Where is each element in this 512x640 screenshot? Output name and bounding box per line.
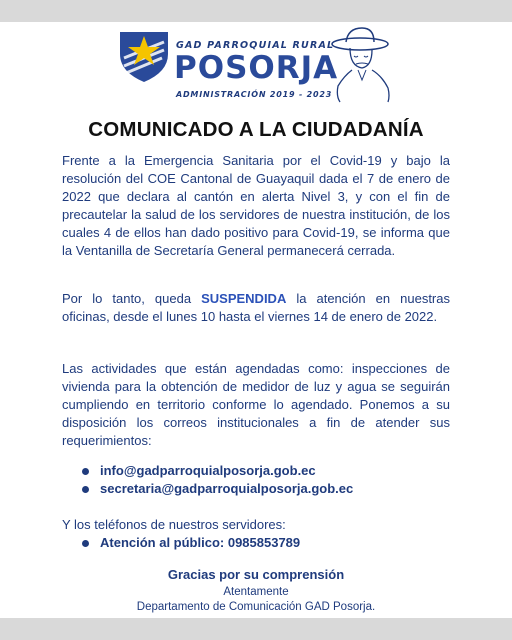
thanks-line: Gracias por su comprensión [167,567,345,582]
department-signature: Departamento de Comunicación GAD Posorja. [136,601,376,613]
email-item[interactable]: secretaria@gadparroquialposorja.gob.ec [80,480,353,498]
phone-item[interactable]: Atención al público: 0985853789 [80,534,300,552]
hat-man-sketch-icon [330,24,394,104]
org-name: POSORJA [174,50,339,86]
star-badge-icon [118,28,170,84]
paragraph-emergency: Frente a la Emergencia Sanitaria por el Covid-19 y bajo la resolución del COE Cantonal de Guayaquil dada el 7 de enero de 2022 que declara al cantón en alerta Nivel 3, y con el fin de precautelar la salud de los servidores de nuestra institución, de los cuales 4 de ellos han dado positivo para Covid-19, se informa que la Ventanilla de Secretaría General permanecerá cerrada. [62,153,450,258]
suspended-emphasis: SUSPENDIDA [201,291,287,306]
paragraph-suspension-lead: Por lo tanto, queda [62,291,202,306]
email-list [80,462,353,498]
phones-intro: Y los teléfonos de nuestros servidores: [62,517,286,532]
regards-line: Atentamente [223,586,289,598]
communique-page [0,22,512,618]
paragraph-suspension [62,290,450,326]
header-logo [0,22,512,112]
phone-list [80,534,300,552]
paragraph-activities: Las actividades que están agendadas como: inspecciones de vivienda para la obtención de medidor de luz y agua se seguirán cumpliendo en territorio conforme lo agendado. Ponemos a su disposición los correos institucionales a fin de atender sus requerimientos: [62,361,450,448]
org-type-label: GAD PARROQUIAL RURAL [176,40,335,51]
email-item[interactable]: info@gadparroquialposorja.gob.ec [80,462,353,480]
page-title: COMUNICADO A LA CIUDADANÍA [88,118,424,141]
paragraph-suspension-tail: la atención en nuestras oficinas, desde el lunes 10 hasta el viernes 14 de enero de 2022. [62,291,450,324]
administration-period: ADMINISTRACIÓN 2019 - 2023 [176,90,333,99]
